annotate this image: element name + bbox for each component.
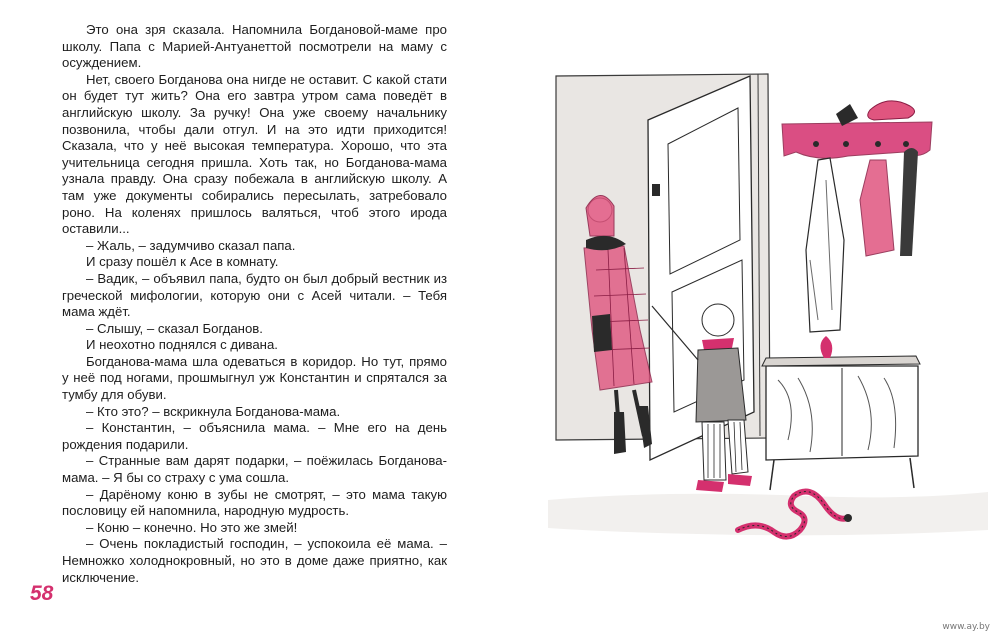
paragraph: – Слышу, – сказал Богданов.	[86, 320, 263, 336]
paragraph: Нет, своего Богданова она нигде не оставит. С какой стати он будет тут жить? Она его завтра утром сама поведёт в английскую школу. За ручку! Она уже своему начальнику позвонила, чтобы дали отгул. И на это идти приходится! Сказала, что у неё высокая температура. Хорошо, что эта учительница сегодня пришла. Хоть так, но Богданова-мама узнала правду. Она сразу побежала в английскую школу. А там уже документы собирались пересылать, затребовало роно. На коленях пришлось валяться, чтоб этого ирода оставили...	[62, 71, 447, 237]
paragraph: – Константин, – объяснила мама. – Мне его на день рождения подарили.	[62, 420, 447, 452]
paragraph: – Вадик, – объявил папа, будто он был добрый вестник из греческой мифологии, которую они с Асей читали. – Тебя мама ждёт.	[62, 270, 447, 320]
paragraph: – Коню – конечно. Но это же змей!	[86, 519, 298, 535]
hanging-coat-pink	[860, 160, 894, 256]
paragraph: – Очень покладистый господин, – успокоила её мама. – Немножко холоднокровный, но это в доме даже приятно, как исключение.	[62, 536, 447, 585]
cabinet-leg	[770, 460, 774, 490]
boy-head	[702, 304, 734, 336]
paragraph: – Жаль, – задумчиво сказал папа.	[86, 237, 296, 253]
paragraph: И сразу пошёл к Асе в комнату.	[86, 254, 279, 270]
rack-hook	[813, 141, 819, 147]
door-handle	[652, 184, 660, 196]
rack-hook	[875, 141, 881, 147]
paragraph: – Кто это? – вскрикнула Богданова-мама.	[86, 403, 341, 419]
snake-head	[844, 514, 852, 522]
umbrella	[900, 148, 918, 256]
paragraph: – Дарёному коню в зубы не смотрят, – это мама такую пословицу ей напомнила, народную мудрость.	[62, 486, 447, 519]
paragraph: Это она зря сказала. Напомнила Богдановой-маме про школу. Папа с Марией-Антуанеттой посмотрели на маму с осуждением.	[62, 22, 447, 71]
paragraph: – Странные вам дарят подарки, – поёжилась Богданова-мама. – Я бы со страху с ума сошла.	[62, 453, 447, 486]
cabinet-leg	[910, 458, 914, 488]
paragraph: Богданова-мама шла одеваться в коридор. Но тут, прямо у неё под ногами, прошмыгнул уж Константин и спрятался за тумбу для обуви.	[62, 353, 447, 403]
rack-hook	[843, 141, 849, 147]
woman-headscarf	[586, 195, 614, 236]
paragraph: И неохотно поднялся с дивана.	[86, 337, 278, 353]
hallway-illustration	[548, 60, 988, 580]
hanging-coat-grey	[806, 158, 844, 332]
cabinet-top	[762, 356, 920, 366]
story-text	[62, 22, 447, 586]
woman-handbag	[592, 314, 612, 352]
vase	[820, 336, 832, 358]
watermark: www.ay.by	[942, 622, 990, 632]
hat	[868, 101, 915, 120]
rack-hook	[903, 141, 909, 147]
boy-coat	[696, 348, 746, 422]
page-number: 58	[30, 582, 54, 605]
